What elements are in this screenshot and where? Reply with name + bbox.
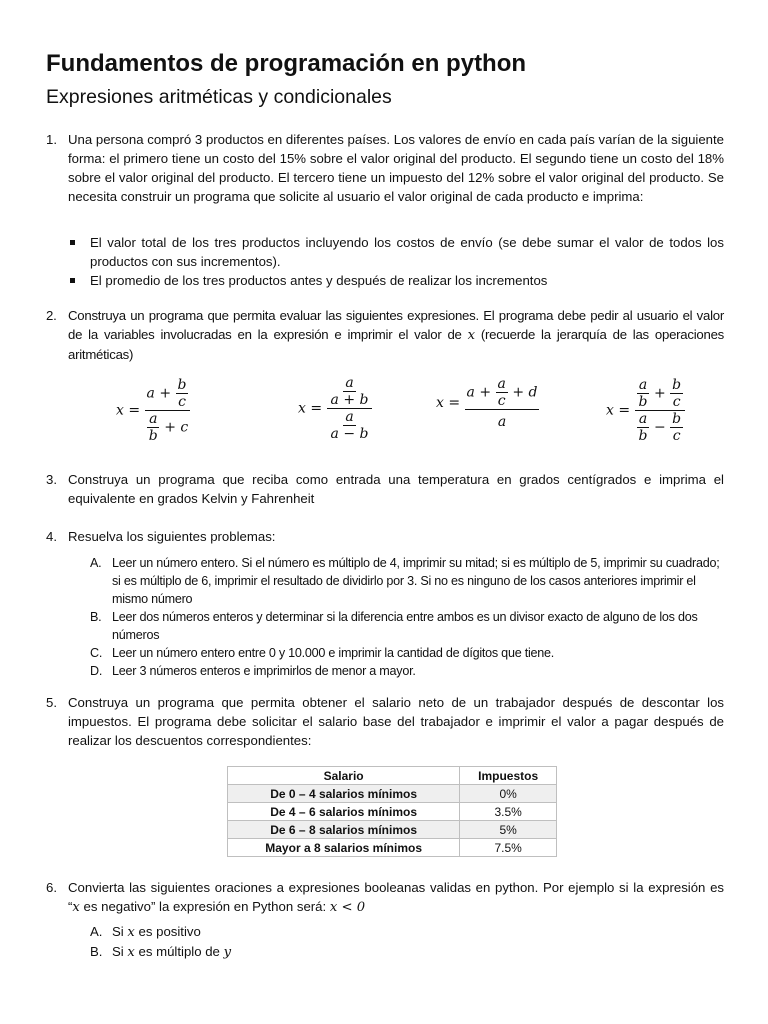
page-subtitle: Expresiones aritméticas y condicionales — [46, 86, 392, 108]
table-cell: De 0 – 4 salarios mínimos — [228, 785, 460, 803]
exercise-text: Construya un programa que permita evaluar las siguientes expresiones. El programa debe pedir al usuario el valor de la variables involucradas en la expresión e imprimir el valor de x (recuerde la jerarquía de las operaciones aritméticas) — [68, 308, 725, 362]
bullet-icon — [70, 240, 75, 245]
table-row — [228, 821, 557, 839]
exercise-5 — [46, 693, 724, 750]
math-variable: x — [72, 900, 80, 915]
list-item: El valor total de los tres productos incluyendo los costos de envío (se debe sumar el valor de todos los productos con sus incrementos). — [68, 233, 724, 271]
exercise-4-items — [90, 554, 724, 680]
exercise-number: 3. — [46, 472, 57, 487]
table-header-row — [228, 767, 557, 785]
bullet-icon — [70, 278, 75, 283]
column-header-salario: Salario — [228, 767, 460, 785]
table-cell: 0% — [460, 785, 557, 803]
exercise-text: Construya un programa que reciba como entrada una temperatura en grados centígrados e imprima el equivalente en grados Kelvin y Fahrenheit — [68, 472, 724, 506]
list-item: B. Leer dos números enteros y determinar si la diferencia entre ambos es un divisor exacto de alguno de los dos números — [90, 610, 698, 642]
formula-3: x = a + $\frac{a}{c}$ + d a — [436, 376, 538, 430]
exercise-number: 4. — [46, 529, 57, 544]
exercise-6-items — [90, 922, 724, 962]
exercise-number: 5. — [46, 695, 57, 710]
exercise-text: Construya un programa que permita obtener el salario neto de un trabajador después de descontar los impuestos. El programa debe solicitar el salario base del trabajador e imprimir el valor a pagar después de realizar los descuentos correspondientes: — [68, 695, 724, 748]
exercise-1-bullets — [68, 233, 724, 290]
table-cell: 7.5% — [460, 839, 557, 857]
exercise-4 — [46, 527, 724, 546]
exercise-1 — [46, 130, 724, 206]
list-item: D. Leer 3 números enteros e imprimirlos de menor a mayor. — [90, 664, 416, 678]
exercise-6 — [46, 878, 724, 917]
exercise-text: Resuelva los siguientes problemas: — [68, 529, 276, 544]
exercise-number: 2. — [46, 308, 57, 323]
table-cell: Mayor a 8 salarios mínimos — [228, 839, 460, 857]
list-item: El promedio de los tres productos antes y después de realizar los incrementos — [68, 271, 724, 290]
page-title: Fundamentos de programación en python — [46, 50, 527, 77]
table-row — [228, 839, 557, 857]
table-cell: 5% — [460, 821, 557, 839]
exercise-text: Una persona compró 3 productos en diferentes países. Los valores de envío en cada país varían de la siguiente forma: el primero tiene un costo del 15% sobre el valor original del producto. El segundo tiene un costo del 18% sobre el valor original del producto. El tercero tiene un impuesto del 12% sobre el valor original del producto. Se necesita construir un programa que solicite al usuario el valor original de cada producto e imprima: — [68, 132, 724, 204]
math-variable: x — [467, 328, 475, 343]
formula-1: x = a + $\frac{b}{c}$ $\frac{a}{b}$ + c — [116, 377, 190, 444]
tax-table — [227, 766, 557, 857]
exercise-3 — [46, 470, 724, 508]
column-header-impuestos: Impuestos — [460, 767, 557, 785]
formula-4: x = $\frac{a}{b}$ + $\frac{b}{c}$ $\frac{a}{b}$ − $\frac{b}{c}$ — [606, 377, 685, 444]
formula-2: x = $\frac{\frac{a}{a + b}}{\frac{a}{a - b}}$ — [298, 375, 372, 442]
table-cell: De 4 – 6 salarios mínimos — [228, 803, 460, 821]
table-row — [228, 785, 557, 803]
exercise-number: 6. — [46, 880, 57, 895]
table-cell: De 6 – 8 salarios mínimos — [228, 821, 460, 839]
math-example: x < 0 — [329, 900, 366, 915]
list-item: A. Leer un número entero. Si el número es múltiplo de 4, imprimir su mitad; si es múltiplo de 5, imprimir su cuadrado; si es múltiplo de 6, imprimir el resultado de dividirlo por 3. Si no es ninguno de los casos anteriores imprimir el mismo número — [90, 556, 720, 606]
table-row — [228, 803, 557, 821]
list-item: B. Si x es múltiplo de y — [90, 944, 232, 960]
table-cell: 3.5% — [460, 803, 557, 821]
list-item: C. Leer un número entero entre 0 y 10.000 e imprimir la cantidad de dígitos que tiene. — [90, 646, 555, 660]
exercise-text: Convierta las siguientes oraciones a expresiones booleanas validas en python. Por ejemplo si la expresión es “x es negativo” la expresión en Python será: x < 0 — [68, 880, 724, 915]
exercise-2 — [46, 306, 724, 364]
list-item: A. Si x es positivo — [90, 924, 201, 940]
exercise-number: 1. — [46, 132, 57, 147]
